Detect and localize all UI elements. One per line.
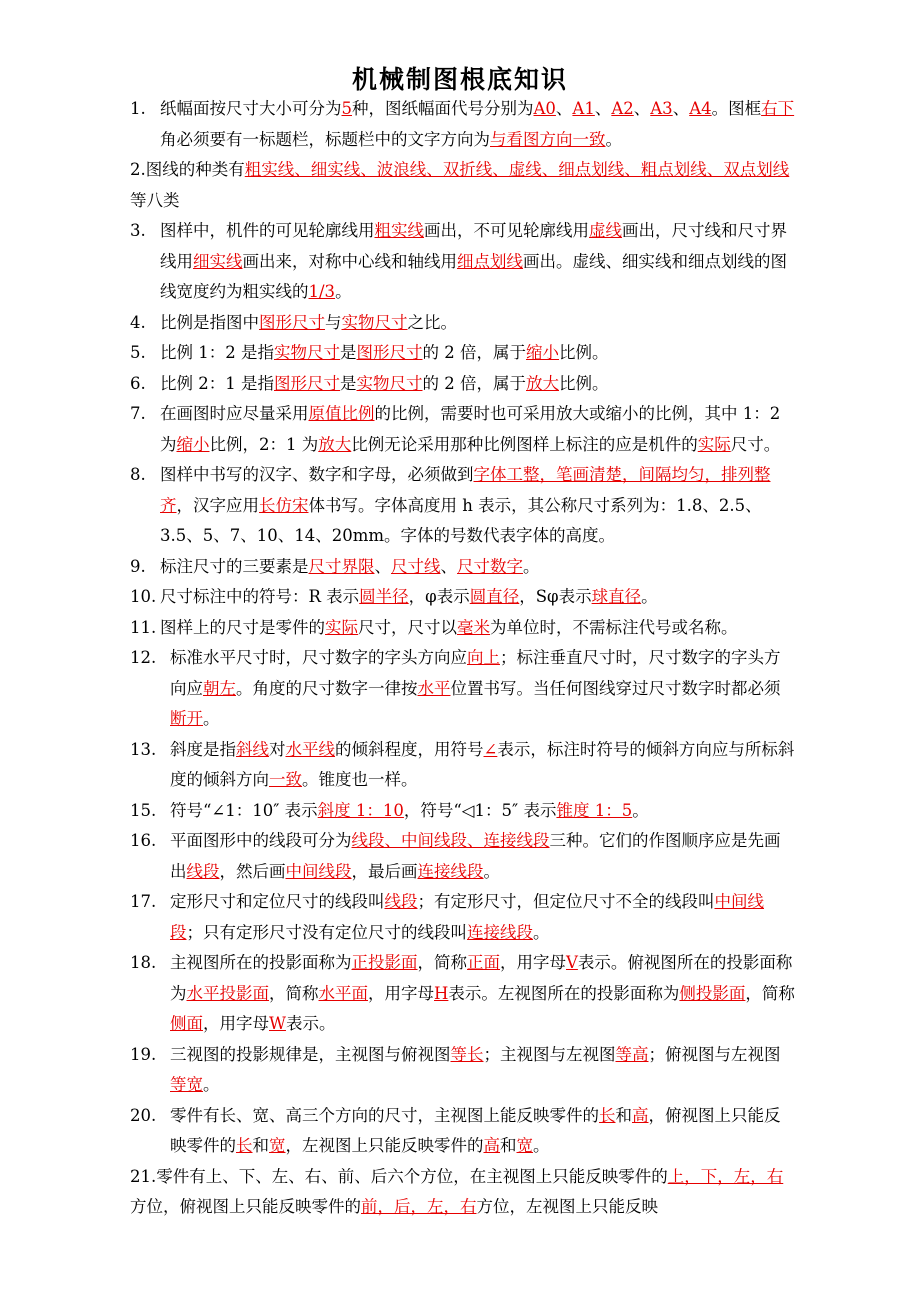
answer-text: 实际: [325, 617, 358, 637]
question-text: ；主视图与左视图: [483, 1044, 616, 1064]
answer-text: 侧面: [170, 1014, 203, 1033]
question-text: 等八类: [130, 190, 180, 210]
question-text: 。锥度也一样。: [302, 770, 418, 789]
question-text: 是: [340, 343, 357, 362]
question-text: 画出来，对称中心线和轴线用: [242, 251, 457, 271]
question-text: 。角度的尺寸数字一律按: [236, 678, 418, 698]
question-text: 比例 1：2 是指: [160, 343, 274, 362]
answer-text: 放大: [318, 434, 352, 454]
question-text: 主视图所在的投影面称为: [170, 953, 352, 972]
question-item: [130, 338, 795, 369]
question-item: [130, 826, 795, 887]
answer-text: 宽: [269, 1136, 286, 1155]
question-text: ，然后画: [219, 861, 286, 881]
question-text: 之比。: [407, 312, 457, 332]
question-text: ，用字母: [500, 953, 566, 972]
question-text: 比例。: [559, 373, 609, 393]
answer-text: 长: [236, 1136, 253, 1155]
answer-text: A1: [572, 99, 595, 118]
answer-text: 等高: [615, 1044, 649, 1064]
answer-text: 虚线: [589, 221, 622, 240]
question-text: 。: [523, 556, 540, 576]
question-item: [130, 216, 795, 308]
question-item: [130, 643, 795, 735]
question-text: 方位，俯视图上只能反映零件的: [130, 1197, 361, 1216]
question-text: 画出，不可见轮廓线用: [424, 221, 589, 240]
question-number: 10.: [130, 587, 157, 606]
question-text: 方位，左视图上只能反映: [476, 1197, 658, 1216]
answer-text: 前，后，左，右: [361, 1197, 477, 1216]
question-text: 、: [440, 556, 457, 576]
question-item: [130, 94, 795, 155]
question-text: 、: [633, 99, 651, 118]
answer-text: 尺寸界限: [308, 556, 375, 576]
answer-text: 高: [632, 1105, 649, 1125]
question-item: [130, 582, 795, 613]
question-text: ，简称: [417, 953, 467, 972]
question-item: [130, 399, 795, 460]
answer-text: 5: [341, 99, 352, 118]
question-text: 和: [615, 1105, 632, 1125]
question-text: 和: [252, 1136, 269, 1155]
answer-text: 细点划线: [457, 251, 523, 271]
question-text: 位置书写。当任何图线穿过尺寸数字时都必须: [450, 678, 781, 698]
answer-text: 水平: [417, 678, 451, 698]
answer-text: 放大: [526, 373, 559, 393]
question-text: ，简称: [745, 983, 795, 1003]
answer-text: 线段、中间线段、连接线段: [351, 831, 550, 850]
question-item: [130, 552, 795, 583]
question-text: 。: [203, 1075, 220, 1094]
question-number: 4.: [130, 312, 146, 332]
question-text: ，Sφ表示: [519, 587, 592, 606]
question-text: 标注尺寸的三要素是: [160, 556, 309, 576]
question-text: 尺寸。: [730, 434, 781, 454]
question-item: [130, 796, 795, 827]
question-text: 、: [374, 556, 391, 576]
answer-text: 右下: [761, 99, 795, 118]
question-text: 比例，2：1 为: [209, 434, 319, 454]
answer-text: 正面: [467, 953, 500, 972]
question-number: 17.: [130, 892, 157, 911]
question-item: [130, 1101, 795, 1162]
answer-text: 实物尺寸: [274, 343, 340, 362]
question-text: ，汉字应用: [176, 495, 259, 515]
question-text: 的 2 倍，属于: [422, 343, 526, 362]
answer-text: 图形尺寸: [259, 312, 325, 332]
question-text: 三种。它们的作图顺序应是先画出: [170, 831, 781, 881]
question-text: 表示，标注时符号的倾斜方向应与所标斜度的倾斜方向: [170, 739, 795, 789]
question-item: [130, 1162, 795, 1223]
question-number: 6.: [130, 373, 146, 393]
question-text: ，用字母: [368, 983, 434, 1003]
answer-text: 尺寸数字: [457, 556, 523, 576]
answer-text: 尺寸线: [391, 556, 441, 576]
question-item: [130, 948, 795, 1040]
answer-text: 等宽: [170, 1075, 203, 1094]
question-item: [130, 155, 795, 216]
answer-text: 高: [483, 1136, 500, 1155]
answer-text: 与看图方向一致: [490, 129, 606, 149]
question-item: [130, 887, 795, 948]
question-text: 图样上的尺寸是零件的: [160, 617, 325, 637]
answer-text: 中间线段: [285, 861, 352, 881]
answer-text: 实际: [697, 434, 731, 454]
answer-text: ∠: [483, 739, 498, 759]
question-text: 。: [483, 861, 500, 881]
question-text: 是: [340, 373, 357, 393]
answer-text: 宽: [516, 1136, 533, 1155]
question-text: ，用字母: [203, 1014, 269, 1033]
answer-text: 长仿宋: [259, 495, 309, 515]
question-text: 图样中，机件的可见轮廓线用: [160, 221, 375, 240]
answer-text: 图形尺寸: [356, 343, 423, 362]
answer-text: 粗实线: [374, 221, 424, 240]
question-text: 零件有上、下、左、右、前、后六个方位，在主视图上只能反映零件的: [156, 1166, 668, 1186]
answer-text: 1/3: [308, 282, 336, 301]
answer-text: 向上: [467, 648, 500, 667]
question-number: 2.: [130, 160, 146, 179]
question-item: [130, 1040, 795, 1101]
answer-text: 正投影面: [351, 953, 418, 972]
question-text: 。图框: [711, 99, 762, 118]
question-text: 与: [325, 312, 342, 332]
page-title: 机械制图根底知识: [351, 65, 568, 94]
question-text: ，φ表示: [408, 587, 470, 606]
question-text: 、: [594, 99, 612, 118]
answer-text: 斜度 1：10: [317, 800, 404, 820]
question-item: [130, 369, 795, 400]
question-number: 12.: [130, 648, 157, 667]
question-text: 标准水平尺寸时，尺寸数字的字头方向应: [170, 648, 467, 667]
question-text: ；俯视图与左视图: [648, 1044, 781, 1064]
question-text: ；有定形尺寸，但定位尺寸不全的线段叫: [417, 892, 715, 911]
answer-text: A4: [689, 99, 712, 118]
question-text: 的倾斜程度，用符号: [335, 739, 484, 759]
question-text: 斜度是指: [170, 739, 236, 759]
answer-text: A2: [611, 99, 634, 118]
answer-text: 连接线段: [417, 861, 484, 881]
question-text: 。: [533, 1136, 550, 1155]
question-number: 1.: [130, 99, 146, 118]
question-number: 11.: [130, 617, 157, 637]
answer-text: 实物尺寸: [341, 312, 408, 332]
answer-text: 图形尺寸: [274, 373, 340, 393]
question-text: 。: [533, 922, 550, 942]
question-number: 15.: [130, 800, 157, 820]
question-number: 20.: [130, 1105, 157, 1125]
question-number: 21.: [130, 1166, 157, 1186]
question-number: 18.: [130, 953, 157, 972]
question-number: 19.: [130, 1044, 157, 1064]
question-text: ，最后画: [351, 861, 418, 881]
answer-text: 上，下，左，右: [667, 1166, 784, 1186]
question-text: 种，图纸幅面代号分别为: [352, 99, 534, 118]
answer-text: 等长: [450, 1044, 484, 1064]
question-text: 比例无论采用那种比例图样上标注的应是机件的: [351, 434, 698, 454]
answer-text: 圆半径: [359, 587, 409, 606]
question-number: 8.: [130, 465, 146, 484]
question-text: 画出。虚线、细实线和细点划线的图线宽度约为粗实线的: [160, 251, 787, 301]
answer-text: 连接线段: [467, 922, 533, 942]
answer-text: 粗实线、细实线、波浪线、双折线、虚线、细点划线、粗点划线、双点划线: [244, 160, 790, 179]
answer-text: 水平面: [318, 983, 368, 1003]
question-list: [130, 94, 795, 1223]
question-text: 。: [605, 129, 622, 149]
question-number: 16.: [130, 831, 157, 850]
question-text: 尺寸，尺寸以: [358, 617, 457, 637]
question-text: 的 2 倍，属于: [422, 373, 526, 393]
answer-text: 一致: [269, 770, 302, 789]
question-text: 比例是指图中: [160, 312, 259, 332]
question-item: [130, 613, 795, 644]
question-number: 5.: [130, 343, 146, 362]
question-text: 尺寸标注中的符号：R 表示: [160, 587, 360, 606]
answer-text: 断开: [170, 709, 203, 728]
answer-text: 水平投影面: [186, 983, 269, 1003]
question-text: 定形尺寸和定位尺寸的线段叫: [170, 892, 385, 911]
answer-text: 原值比例: [308, 404, 375, 423]
question-text: 表示。: [285, 1014, 336, 1033]
question-text: ；标注垂直尺寸时，尺寸数字的字头方向应: [170, 648, 781, 698]
answer-text: W: [269, 1014, 286, 1033]
answer-text: 长: [599, 1105, 616, 1125]
question-text: 零件有长、宽、高三个方向的尺寸，主视图上能反映零件的: [170, 1105, 599, 1125]
answer-text: 字体工整，笔画清楚，间隔均匀，排列整齐: [160, 465, 771, 515]
question-text: 表示。俯视图所在的投影面称为: [170, 953, 793, 1003]
question-text: 符号“∠1：10″ 表示: [170, 800, 318, 820]
answer-text: 线段: [384, 892, 418, 911]
question-item: [130, 308, 795, 339]
question-text: 。: [203, 709, 220, 728]
answer-text: 侧投影面: [679, 983, 746, 1003]
answer-text: 细实线: [193, 251, 243, 271]
question-item: [130, 735, 795, 796]
question-text: 平面图形中的线段可分为: [170, 831, 352, 850]
question-number: 7.: [130, 404, 146, 423]
question-text: 、: [555, 99, 573, 118]
answer-text: 中间线段: [170, 892, 764, 942]
question-number: 3.: [130, 221, 146, 240]
question-text: 、: [672, 99, 690, 118]
question-text: ，简称: [269, 983, 319, 1003]
question-text: 画出，尺寸线和尺寸界线用: [160, 221, 787, 271]
question-text: 比例 2：1 是指: [160, 373, 274, 393]
question-text: 对: [269, 739, 286, 759]
question-number: 9.: [130, 556, 146, 576]
question-text: ，符号“◁1：5″ 表示: [403, 800, 557, 820]
answer-text: H: [434, 983, 449, 1003]
answer-text: 圆直径: [469, 587, 520, 606]
answer-text: A0: [533, 99, 556, 118]
question-text: 和: [500, 1136, 517, 1155]
question-text: 图线的种类有: [145, 160, 245, 179]
question-text: 表示。左视图所在的投影面称为: [448, 983, 680, 1003]
question-number: 13.: [130, 739, 157, 759]
question-text: 比例。: [559, 343, 609, 362]
answer-text: 朝左: [203, 678, 236, 698]
answer-text: 缩小: [176, 434, 210, 454]
question-text: 纸幅面按尺寸大小可分为: [160, 99, 342, 118]
answer-text: 线段: [186, 861, 220, 881]
answer-text: 球直径: [591, 587, 642, 606]
question-text: 的比例，需要时也可采用放大或缩小的比例，其中 1：2 为: [160, 404, 781, 454]
answer-text: A3: [650, 99, 673, 118]
answer-text: 斜线: [236, 739, 269, 759]
answer-text: 锥度 1：5: [556, 800, 633, 820]
answer-text: 毫米: [457, 617, 490, 637]
question-text: 。: [641, 587, 658, 606]
answer-text: 水平线: [285, 739, 335, 759]
question-text: 。: [335, 282, 352, 301]
question-text: ，俯视图上只能反映零件的: [170, 1105, 781, 1155]
question-text: 三视图的投影规律是，主视图与俯视图: [170, 1044, 451, 1064]
answer-text: 实物尺寸: [356, 373, 423, 393]
question-text: 为单位时，不需标注代号或名称。: [490, 617, 738, 637]
question-text: ，左视图上只能反映零件的: [285, 1136, 484, 1155]
answer-text: 缩小: [526, 343, 559, 362]
question-item: [130, 460, 795, 552]
question-text: 。: [632, 800, 649, 820]
answer-text: V: [566, 953, 578, 972]
question-text: 角必须要有一标题栏，标题栏中的文字方向为: [160, 129, 490, 149]
question-text: 体书写。字体高度用 h 表示，其公称尺寸系列为：1.8、2.5、3.5、5、7、10、14、20mm。字体的号数代表字体的高度。: [160, 495, 762, 545]
question-text: 图样中书写的汉字、数字和字母，必须做到: [160, 465, 474, 484]
question-text: 在画图时应尽量采用: [160, 404, 309, 423]
question-text: ；只有定形尺寸没有定位尺寸的线段叫: [186, 922, 467, 942]
